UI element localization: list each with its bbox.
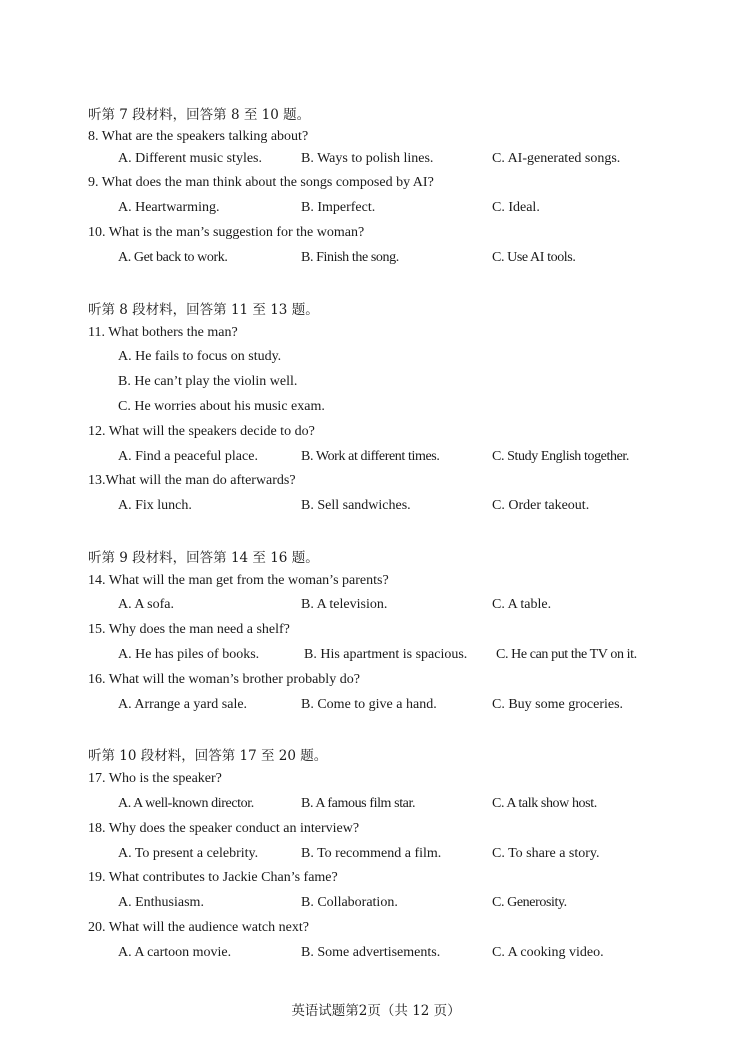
option-15-c: C. He can put the TV on it. — [496, 647, 637, 662]
question-8: 8. What are the speakers talking about? — [88, 129, 309, 144]
option-8-c: C. AI-generated songs. — [492, 151, 621, 166]
option-9-c: C. Ideal. — [492, 200, 540, 215]
option-19-a: A. Enthusiasm. — [118, 895, 204, 910]
question-9: 9. What does the man think about the songs composed by AI? — [88, 175, 434, 190]
option-17-c: C. A talk show host. — [492, 796, 597, 811]
option-15-a: A. He has piles of books. — [118, 647, 260, 662]
option-11-c: C. He worries about his music exam. — [118, 399, 325, 414]
option-19-b: B. Collaboration. — [301, 895, 398, 910]
question-16: 16. What will the woman’s brother probably do? — [88, 672, 360, 687]
option-13-b: B. Sell sandwiches. — [301, 498, 411, 513]
option-10-b: B. Finish the song. — [301, 250, 399, 265]
option-14-b: B. A television. — [301, 597, 388, 612]
option-11-b: B. He can’t play the violin well. — [118, 374, 298, 389]
option-9-a: A. Heartwarming. — [118, 200, 220, 215]
question-13: 13.What will the man do afterwards? — [88, 473, 296, 488]
option-12-b: B. Work at different times. — [301, 449, 440, 464]
option-11-a: A. He fails to focus on study. — [118, 349, 282, 364]
question-19: 19. What contributes to Jackie Chan’s fame? — [88, 870, 338, 885]
section-heading-7: 听第 7 段材料，回答第 8 至 10 题。 — [88, 107, 311, 123]
option-8-b: B. Ways to polish lines. — [301, 151, 434, 166]
option-18-c: C. To share a story. — [492, 846, 600, 861]
option-18-a: A. To present a celebrity. — [118, 846, 259, 861]
question-17: 17. Who is the speaker? — [88, 771, 222, 786]
section-heading-9: 听第 9 段材料，回答第 14 至 16 题。 — [88, 550, 319, 566]
option-16-c: C. Buy some groceries. — [492, 697, 624, 712]
question-18: 18. Why does the speaker conduct an interview? — [88, 821, 360, 836]
option-12-a: A. Find a peaceful place. — [118, 449, 258, 464]
option-20-c: C. A cooking video. — [492, 945, 604, 960]
question-12: 12. What will the speakers decide to do? — [88, 424, 315, 439]
option-10-a: A. Get back to work. — [118, 250, 228, 265]
option-20-b: B. Some advertisements. — [301, 945, 441, 960]
option-17-b: B. A famous film star. — [301, 796, 416, 811]
section-heading-10: 听第 10 段材料，回答第 17 至 20 题。 — [88, 748, 328, 764]
question-10: 10. What is the man’s suggestion for the woman? — [88, 225, 365, 240]
question-20: 20. What will the audience watch next? — [88, 920, 309, 935]
option-16-b: B. Come to give a hand. — [301, 697, 437, 712]
option-16-a: A. Arrange a yard sale. — [118, 697, 248, 712]
option-13-c: C. Order takeout. — [492, 498, 590, 513]
question-15: 15. Why does the man need a shelf? — [88, 622, 290, 637]
option-17-a: A. A well-known director. — [118, 796, 254, 811]
question-11: 11. What bothers the man? — [88, 325, 238, 340]
option-18-b: B. To recommend a film. — [301, 846, 442, 861]
option-13-a: A. Fix lunch. — [118, 498, 192, 513]
question-14: 14. What will the man get from the woman’s parents? — [88, 573, 389, 588]
option-9-b: B. Imperfect. — [301, 200, 376, 215]
page-footer: 英语试题第2页（共 12 页） — [291, 1003, 461, 1019]
option-15-b: B. His apartment is spacious. — [304, 647, 468, 662]
section-heading-8: 听第 8 段材料，回答第 11 至 13 题。 — [88, 302, 319, 318]
option-14-a: A. A sofa. — [118, 597, 174, 612]
option-12-c: C. Study English together. — [492, 449, 629, 464]
option-10-c: C. Use AI tools. — [492, 250, 576, 265]
option-20-a: A. A cartoon movie. — [118, 945, 232, 960]
option-8-a: A. Different music styles. — [118, 151, 262, 166]
option-14-c: C. A table. — [492, 597, 552, 612]
option-19-c: C. Generosity. — [492, 895, 567, 910]
